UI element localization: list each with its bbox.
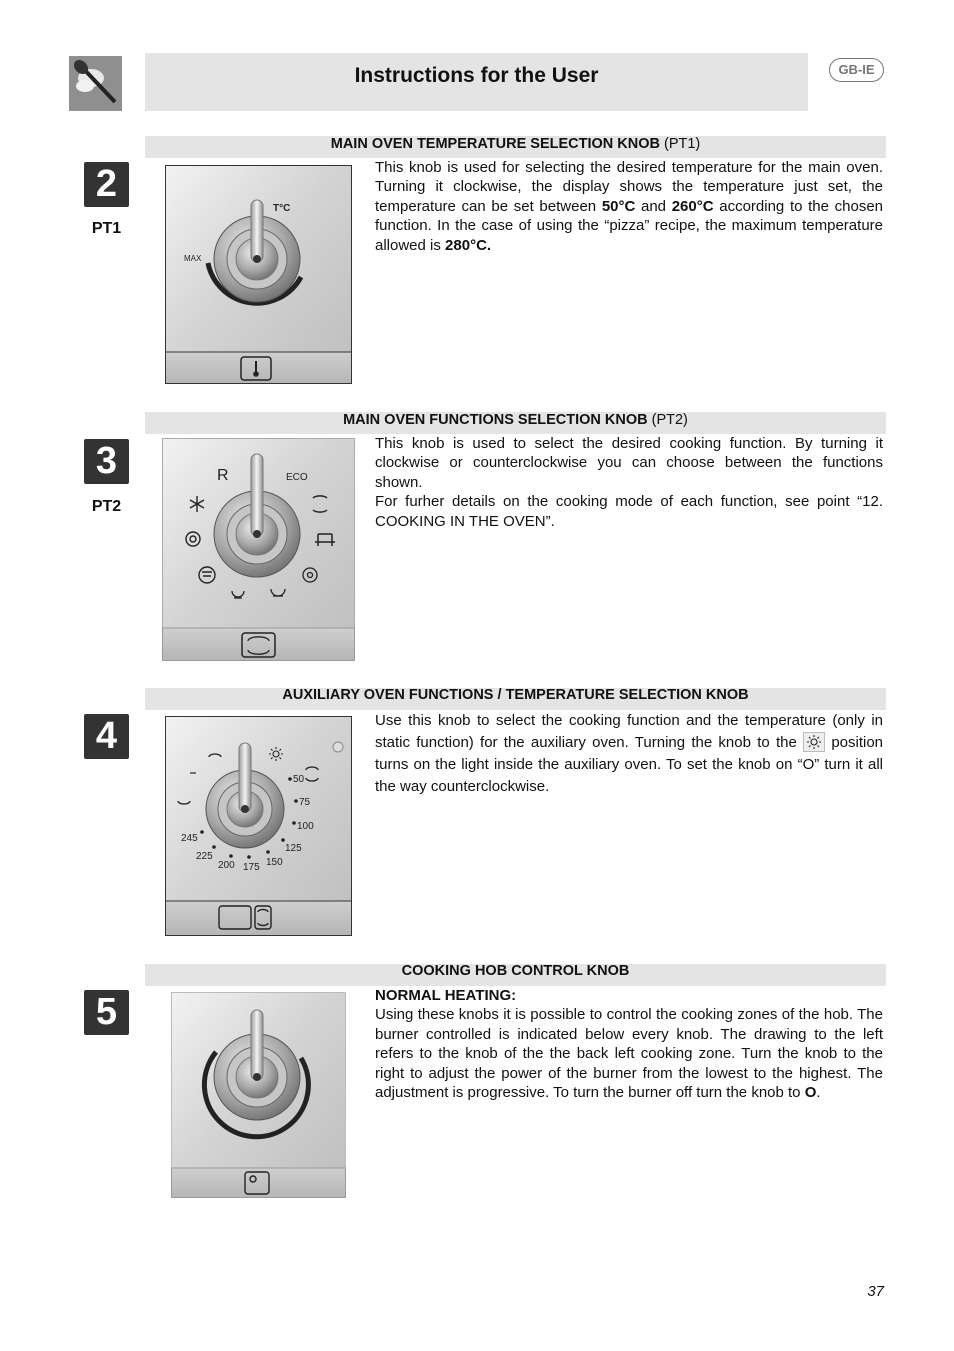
temp-225: 225 xyxy=(196,851,213,862)
temp-pizza: 280°C. xyxy=(445,236,492,254)
spoon-icon xyxy=(69,56,122,111)
temp-245: 245 xyxy=(181,833,198,844)
hob-knob-figure xyxy=(171,992,346,1198)
temp-max: 260°C xyxy=(671,197,714,215)
rapid-label: R xyxy=(217,467,229,484)
section-5-text xyxy=(375,986,883,1102)
section-4-title-bold: AUXILIARY OVEN FUNCTIONS / TEMPERATURE SELECTION KNOB xyxy=(282,687,749,703)
temp-50: 50 xyxy=(293,774,305,785)
section-5-text-c: . xyxy=(816,1084,821,1102)
off-position: O xyxy=(804,1084,817,1102)
normal-heating-subtitle: NORMAL HEATING: xyxy=(375,987,517,1004)
section-2-text xyxy=(375,158,883,255)
section-3-paragraph-1: This knob is used to select the desired cooking function. By turning it clockwise or counterclockwise you can choose between the functions shown. xyxy=(375,435,883,491)
section-5-title-bold: COOKING HOB CONTROL KNOB xyxy=(401,963,630,979)
temp-125: 125 xyxy=(285,843,302,854)
section-4-title xyxy=(145,684,886,706)
section-2-title xyxy=(145,133,886,155)
section-3-title-normal: (PT2) xyxy=(651,412,688,428)
temp-100: 100 xyxy=(297,821,314,832)
language-badge: GB-IE xyxy=(829,58,884,82)
tc-label: T°C xyxy=(273,203,291,214)
step-label-pt1: PT1 xyxy=(91,220,122,237)
page-number: 37 xyxy=(867,1283,884,1300)
section-4-text xyxy=(375,710,883,798)
section-3-text xyxy=(375,434,883,531)
section-5-paragraph xyxy=(375,1005,883,1102)
temp-150: 150 xyxy=(266,857,283,868)
section-2-title-normal: (PT1) xyxy=(664,136,701,152)
step-label-pt2: PT2 xyxy=(91,498,122,515)
page-title: Instructions for the User xyxy=(354,64,599,87)
lamp-icon xyxy=(803,732,825,752)
section-4-text-b: position turns on the light inside the auxiliary oven. To set the knob on “O” turn it all the way counterclockwise. xyxy=(375,734,884,795)
section-5-title xyxy=(145,960,886,982)
eco-label: ECO xyxy=(286,472,308,483)
section-3-title-bold: MAIN OVEN FUNCTIONS SELECTION KNOB xyxy=(343,412,648,428)
section-5-text-a: Using these knobs it is possible to control the cooking zones of the hob. The burner controlled is indicated below every knob. The drawing to the left refers to the knob of the the back left cooking zone. Turn the knob to the right to adjust the power of the burner from the lowest to the highest. The adjustment is progressive. To turn the burner off turn the knob to xyxy=(375,1006,883,1102)
temp-175: 175 xyxy=(243,862,260,873)
chef-logo xyxy=(69,56,122,111)
section-3-title xyxy=(145,409,886,431)
section-2-title-bold: MAIN OVEN TEMPERATURE SELECTION KNOB xyxy=(330,136,660,152)
section-3-paragraph-2: For furher details on the cooking mode of each function, see point “12. COOKING IN THE OVEN”. xyxy=(375,493,883,530)
step-number-2: 2 xyxy=(84,162,129,207)
section-4-text-a: Use this knob to select the cooking function and the temperature (only in static function) for the auxiliary oven. Turning the knob to the xyxy=(375,712,883,751)
step-number-3: 3 xyxy=(84,439,129,484)
max-label: MAX xyxy=(184,254,202,263)
pt2-knob-figure xyxy=(162,438,355,661)
step-number-5: 5 xyxy=(84,990,129,1035)
temp-min: 50°C xyxy=(601,197,636,215)
step-number-4: 4 xyxy=(84,714,129,759)
section-2-text-a: This knob is used for selecting the desired temperature for the main oven. Turning it clockwise, the display shows the temperature just set, the temperature can be set between xyxy=(375,159,883,215)
section-2-text-d: according to the chosen function. In the case of using the “pizza” recipe, the maximum temperature allowed is xyxy=(375,197,884,254)
temp-75: 75 xyxy=(299,797,311,808)
aux-knob-figure xyxy=(165,716,352,936)
pt1-knob-figure xyxy=(165,165,352,384)
temp-200: 200 xyxy=(218,860,235,871)
section-2-text-c: and xyxy=(641,197,667,215)
